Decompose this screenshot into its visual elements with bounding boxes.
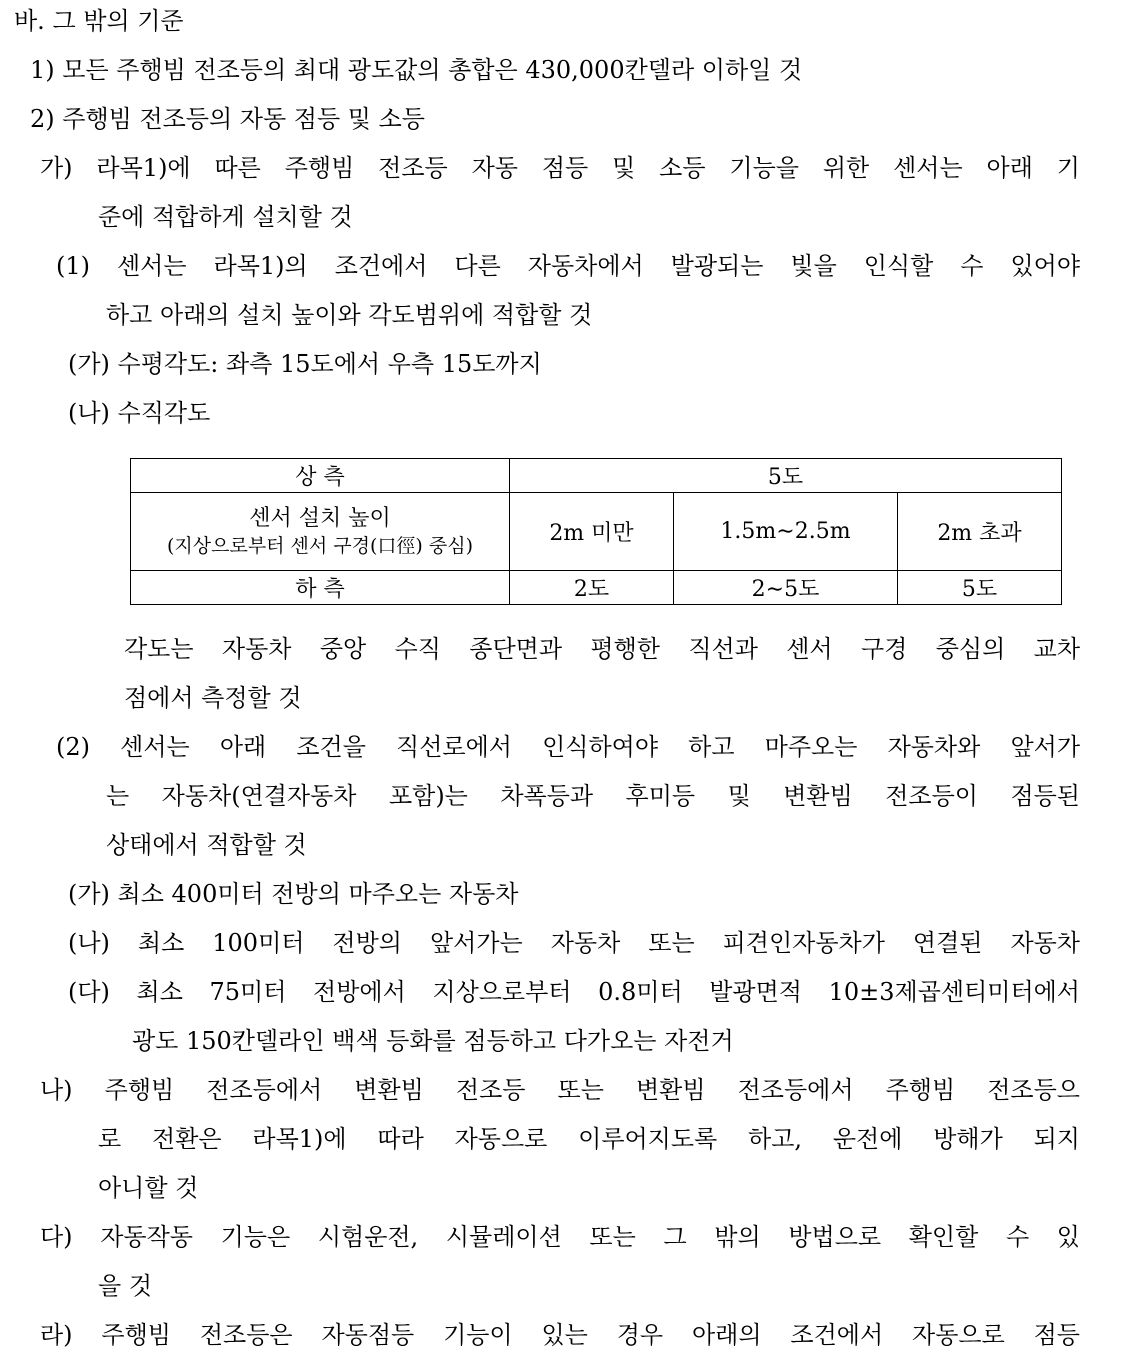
s2-item-b: (나) 최소 100미터 전방의 앞서가는 자동차 또는 피견인자동차가 연결된 자동차: [68, 929, 1080, 957]
da-line-2: 을 것: [98, 1272, 152, 1300]
height-1-cell: 2m 미만: [510, 493, 674, 571]
vertical-angle-table: [130, 458, 1062, 605]
na-line-2: 로 전환은 라목1)에 따라 자동으로 이루어지도록 하고, 운전에 방해가 되지: [98, 1125, 1080, 1153]
na-line-1: 나) 주행빔 전조등에서 변환빔 전조등 또는 변환빔 전조등에서 주행빔 전조등으: [40, 1076, 1080, 1104]
section-heading: 바. 그 밖의 기준: [14, 7, 184, 35]
s1-line-1: (1) 센서는 라목1)의 조건에서 다른 자동차에서 발광되는 빛을 인식할 수 있어야: [56, 252, 1080, 280]
height-label-cell: [131, 493, 510, 571]
s2-item-c-line-2: 광도 150칸델라인 백색 등화를 점등하고 다가오는 자전거: [132, 1027, 734, 1055]
lower-value-1-cell: 2도: [510, 571, 674, 605]
item-1: 1) 모든 주행빔 전조등의 최대 광도값의 총합은 430,000칸델라 이하일 것: [30, 56, 803, 84]
table-row-height: [131, 493, 1062, 571]
s2-line-1: (2) 센서는 아래 조건을 직선로에서 인식하여야 하고 마주오는 자동차와 앞서가: [56, 733, 1080, 761]
ga-line-1: 가) 라목1)에 따른 주행빔 전조등 자동 점등 및 소등 기능을 위한 센서는 아래 기: [40, 154, 1080, 182]
lower-label-cell: 하 측: [131, 571, 510, 605]
lower-value-2-cell: 2∼5도: [674, 571, 898, 605]
s2-item-a: (가) 최소 400미터 전방의 마주오는 자동차: [68, 880, 519, 908]
lower-value-3-cell: 5도: [898, 571, 1062, 605]
na-line-3: 아니할 것: [98, 1174, 199, 1202]
angle-note-line-1: 각도는 자동차 중앙 수직 종단면과 평행한 직선과 센서 구경 중심의 교차: [124, 635, 1080, 663]
height-label: 센서 설치 높이: [249, 505, 391, 531]
height-2-cell: 1.5m∼2.5m: [674, 493, 898, 571]
s1-line-2: 하고 아래의 설치 높이와 각도범위에 적합할 것: [106, 301, 593, 329]
da-line-1: 다) 자동작동 기능은 시험운전, 시뮬레이션 또는 그 밖의 방법으로 확인할 수 있: [40, 1223, 1080, 1251]
upper-value-cell: 5도: [510, 459, 1062, 493]
table-row-upper: [131, 459, 1062, 493]
s2-line-3: 상태에서 적합할 것: [106, 831, 307, 859]
upper-label-cell: 상 측: [131, 459, 510, 493]
s1-item-a: (가) 수평각도: 좌측 15도에서 우측 15도까지: [68, 350, 542, 378]
table-row-lower: [131, 571, 1062, 605]
s1-item-b: (나) 수직각도: [68, 399, 211, 427]
angle-note-line-2: 점에서 측정할 것: [124, 684, 302, 712]
ra-line-1: 라) 주행빔 전조등은 자동점등 기능이 있는 경우 아래의 조건에서 자동으로 점등: [40, 1321, 1080, 1349]
height-3-cell: 2m 초과: [898, 493, 1062, 571]
s2-line-2: 는 자동차(연결자동차 포함)는 차폭등과 후미등 및 변환빔 전조등이 점등된: [106, 782, 1080, 810]
item-2: 2) 주행빔 전조등의 자동 점등 및 소등: [30, 105, 425, 133]
height-sublabel: (지상으로부터 센서 구경(口徑) 중심): [166, 534, 474, 557]
s2-item-c-line-1: (다) 최소 75미터 전방에서 지상으로부터 0.8미터 발광면적 10±3제곱센티미터에서: [68, 978, 1080, 1006]
ga-line-2: 준에 적합하게 설치할 것: [98, 203, 353, 231]
